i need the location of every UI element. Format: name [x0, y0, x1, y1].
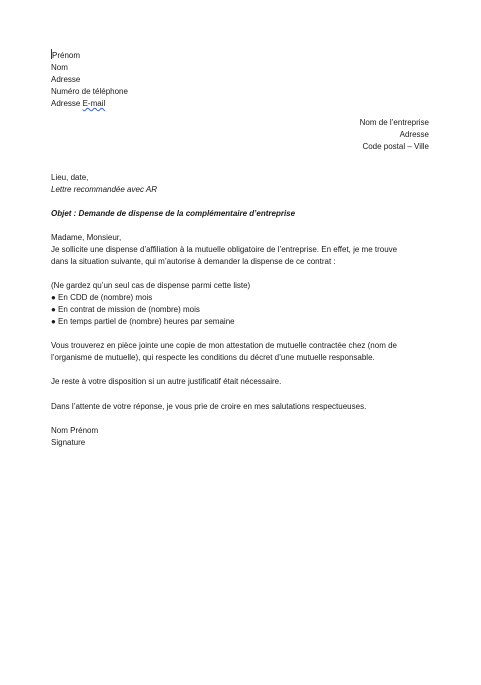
- subject-block: [51, 208, 431, 220]
- sender-first-name[interactable]: Prénom: [52, 51, 81, 60]
- closing-block: [51, 401, 431, 413]
- list-note[interactable]: (Ne gardez qu’un seul cas de dispense parmi cette liste): [51, 281, 251, 290]
- signoff-signature[interactable]: Signature: [51, 438, 86, 447]
- sender-block: [51, 49, 431, 110]
- place-date[interactable]: Lieu, date,: [51, 173, 89, 182]
- availability-block: [51, 376, 431, 388]
- recipient-company[interactable]: Nom de l’entreprise: [359, 118, 429, 127]
- list-item[interactable]: ● En contrat de mission de (nombre) mois: [51, 305, 200, 314]
- sender-address[interactable]: Adresse: [51, 75, 81, 84]
- place-date-block: [51, 172, 431, 196]
- intro-block: [51, 232, 431, 268]
- list-item[interactable]: ● En CDD de (nombre) mois: [51, 293, 153, 302]
- registered-mail-note[interactable]: Lettre recommandée avec AR: [51, 185, 157, 194]
- list-item[interactable]: ● En temps partiel de (nombre) heures par semaine: [51, 317, 235, 326]
- sender-phone[interactable]: Numéro de téléphone: [51, 87, 128, 96]
- attachment-line[interactable]: l’organisme de mutuelle), qui respecte les conditions du décret d’une mutuelle responsable.: [51, 353, 375, 362]
- intro-line[interactable]: Je sollicite une dispense d’affiliation à la mutuelle obligatoire de l’entreprise. En effet, je me trouve: [51, 245, 398, 254]
- dispense-list: [51, 280, 431, 328]
- attachment-line[interactable]: Vous trouverez en pièce jointe une copie de mon attestation de mutuelle contractée chez (nom de: [51, 341, 397, 350]
- signoff-name[interactable]: Nom Prénom: [51, 426, 99, 435]
- subject-line[interactable]: Objet : Demande de dispense de la complémentaire d’entreprise: [51, 209, 296, 218]
- recipient-block: [360, 117, 429, 153]
- sender-last-name[interactable]: Nom: [51, 63, 68, 72]
- recipient-postal[interactable]: Code postal – Ville: [362, 142, 429, 151]
- salutation[interactable]: Madame, Monsieur,: [51, 233, 122, 242]
- intro-line[interactable]: dans la situation suivante, qui m’autorise à demander la dispense de ce contrat :: [51, 257, 336, 266]
- closing-line[interactable]: Dans l’attente de votre réponse, je vous prie de croire en mes salutations respectueuses.: [51, 402, 367, 411]
- attachment-block: [51, 340, 431, 364]
- signoff-block: [51, 425, 431, 449]
- spellcheck-email-word[interactable]: E-mail: [82, 99, 106, 108]
- recipient-address[interactable]: Adresse: [399, 130, 429, 139]
- availability-line[interactable]: Je reste à votre disposition si un autre justificatif était nécessaire.: [51, 377, 282, 386]
- sender-email[interactable]: Adresse E-mail: [51, 99, 106, 108]
